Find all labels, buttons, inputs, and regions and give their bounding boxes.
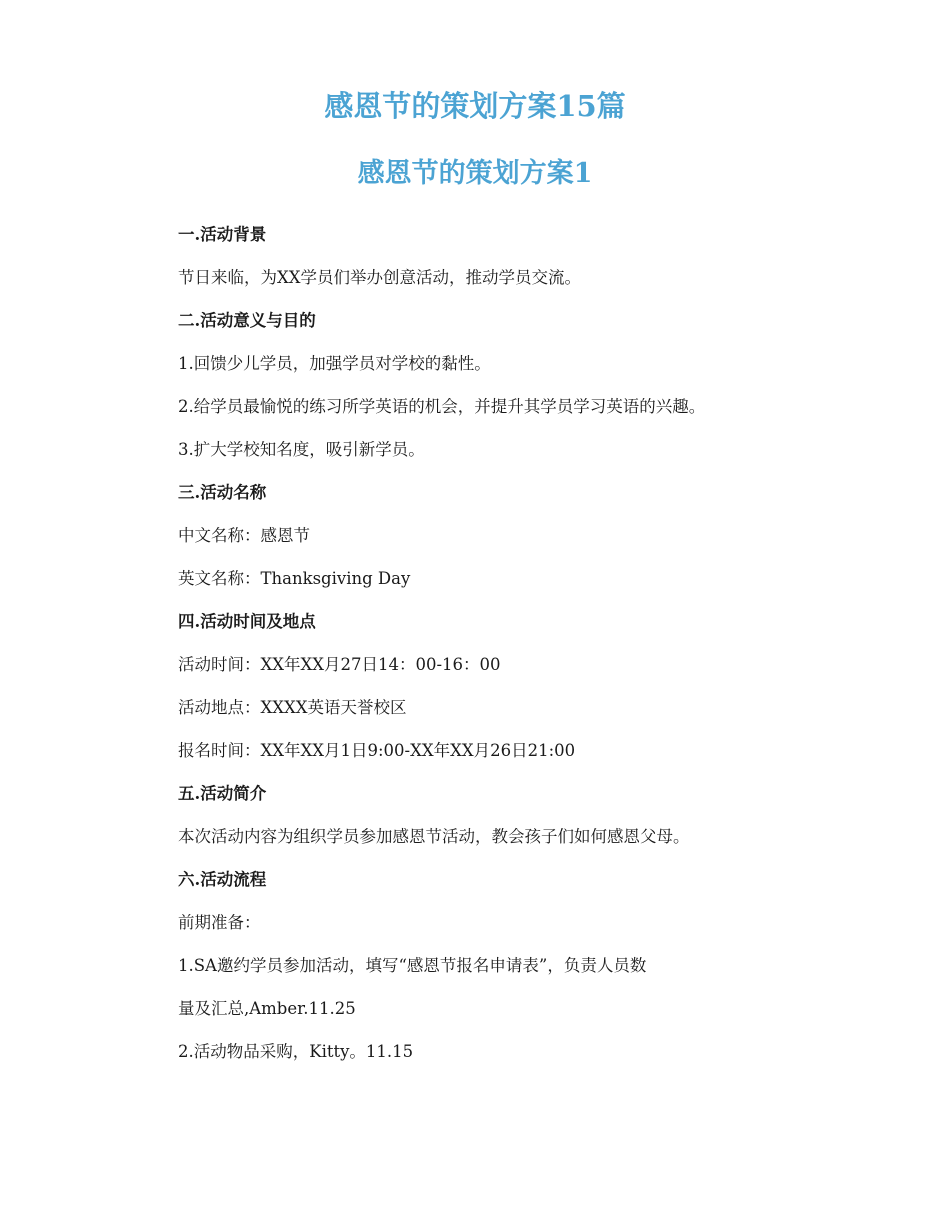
document-body [178, 222, 878, 1082]
paragraph-line: 报名时间：XX年XX月1日9:00-XX年XX月26日21:00 [178, 741, 576, 760]
paragraph-line: 中文名称：感恩节 [178, 526, 310, 545]
section-heading-process: 六.活动流程 [178, 870, 267, 889]
paragraph-line: 3.扩大学校知名度，吸引新学员。 [178, 440, 425, 459]
paragraph-line: 活动地点：XXXX英语天誉校区 [178, 698, 407, 717]
section-heading-background: 一.活动背景 [178, 225, 267, 244]
paragraph-line: 2.活动物品采购，Kitty。11.15 [178, 1042, 414, 1061]
paragraph-line: 活动时间：XX年XX月27日14：00-16：00 [178, 655, 501, 674]
section-heading-name: 三.活动名称 [178, 483, 267, 502]
paragraph-line: 节日来临，为XX学员们举办创意活动，推动学员交流。 [178, 268, 581, 287]
paragraph-line: 本次活动内容为组织学员参加感恩节活动，教会孩子们如何感恩父母。 [178, 827, 690, 846]
paragraph-line: 2.给学员最愉悦的练习所学英语的机会，并提升其学员学习英语的兴趣。 [178, 397, 706, 416]
document-title: 感恩节的策划方案15篇 [324, 89, 626, 123]
section-heading-time-place: 四.活动时间及地点 [178, 612, 316, 631]
paragraph-line: 量及汇总,Amber.11.25 [178, 999, 356, 1018]
section-heading-intro: 五.活动简介 [178, 784, 267, 803]
paragraph-line: 1.回馈少儿学员，加强学员对学校的黏性。 [178, 354, 491, 373]
paragraph-line: 英文名称：Thanksgiving Day [178, 569, 411, 588]
document-subtitle: 感恩节的策划方案1 [357, 158, 593, 189]
paragraph-line: 前期准备： [178, 913, 261, 932]
paragraph-line: 1.SA邀约学员参加活动，填写“感恩节报名申请表”，负责人员数 [178, 956, 647, 975]
section-heading-purpose: 二.活动意义与目的 [178, 311, 316, 330]
